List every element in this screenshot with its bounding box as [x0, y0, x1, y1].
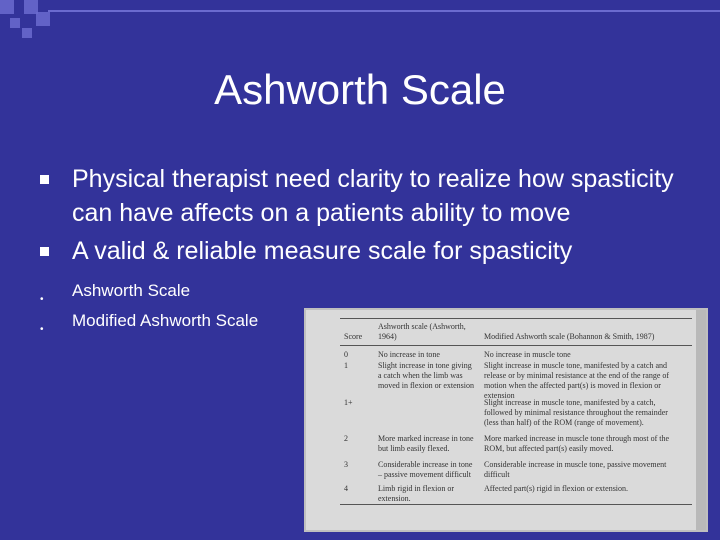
- table-cell-ashworth: No increase in tone: [378, 350, 440, 359]
- sub-bullet-item: [30, 276, 700, 306]
- corner-decoration: [0, 0, 150, 40]
- table-cell-ashworth: Considerable increase in tone – passive movement difficult: [378, 460, 473, 479]
- bullet-text: A valid & reliable measure scale for spasticity: [72, 237, 573, 265]
- table-cell-modified: More marked increase in muscle tone through most of the ROM, but affected part(s) easily moved.: [484, 434, 670, 453]
- table-cell-score: 0: [344, 350, 348, 359]
- bullet-item: [30, 162, 700, 230]
- top-rule: [48, 10, 720, 12]
- table-cell-modified: Slight increase in muscle tone, manifested by a catch and release or by minimal resistance at the end of the range of motion when the affected part(s) is moved in flexion or extension: [484, 361, 670, 400]
- square-bullet-icon: [40, 175, 49, 184]
- table-cell-modified: Affected part(s) rigid in flexion or extension.: [484, 484, 629, 493]
- table-cell-score: 4: [344, 484, 348, 493]
- table-header-modified: Modified Ashworth scale (Bohannon & Smith, 1987): [484, 332, 655, 341]
- sub-bullet-text: Ashworth Scale: [72, 281, 191, 300]
- table-cell-modified: Slight increase in muscle tone, manifested by a catch, followed by minimal resistance throughout the remainder (less than half) of the ROM (range of movement).: [484, 398, 668, 427]
- table-cell-score: 1+: [344, 398, 353, 407]
- table-rule: [340, 504, 692, 505]
- table-cell-score: 1: [344, 361, 348, 370]
- dot-bullet-icon: •: [40, 294, 44, 305]
- table-cell-ashworth: Limb rigid in flexion or extension.: [378, 484, 454, 503]
- ashworth-table-image: [306, 310, 706, 530]
- table-cell-score: 3: [344, 460, 348, 469]
- table-cell-modified: Considerable increase in muscle tone, passive movement difficult: [484, 460, 667, 479]
- table-cell-ashworth: More marked increase in tone but limb easily flexed.: [378, 434, 474, 453]
- table-rule: [340, 318, 692, 319]
- table-cell-ashworth: Slight increase in tone giving a catch when the limb was moved in flexion or extension: [378, 361, 474, 390]
- table-rule: [340, 345, 692, 346]
- bullet-text: Physical therapist need clarity to realize how spasticity can have affects on a patients ability to move: [72, 165, 674, 227]
- page-spine: [696, 310, 706, 530]
- table-header-score: Score: [344, 332, 363, 341]
- square-bullet-icon: [40, 247, 49, 256]
- bullet-item: [30, 234, 700, 268]
- table-header-ashworth: Ashworth scale (Ashworth, 1964): [378, 322, 466, 341]
- slide-title: Ashworth Scale: [214, 66, 506, 113]
- table-cell-modified: No increase in muscle tone: [484, 350, 571, 359]
- table-cell-score: 2: [344, 434, 348, 443]
- dot-bullet-icon: •: [40, 324, 44, 335]
- sub-bullet-text: Modified Ashworth Scale: [72, 311, 259, 330]
